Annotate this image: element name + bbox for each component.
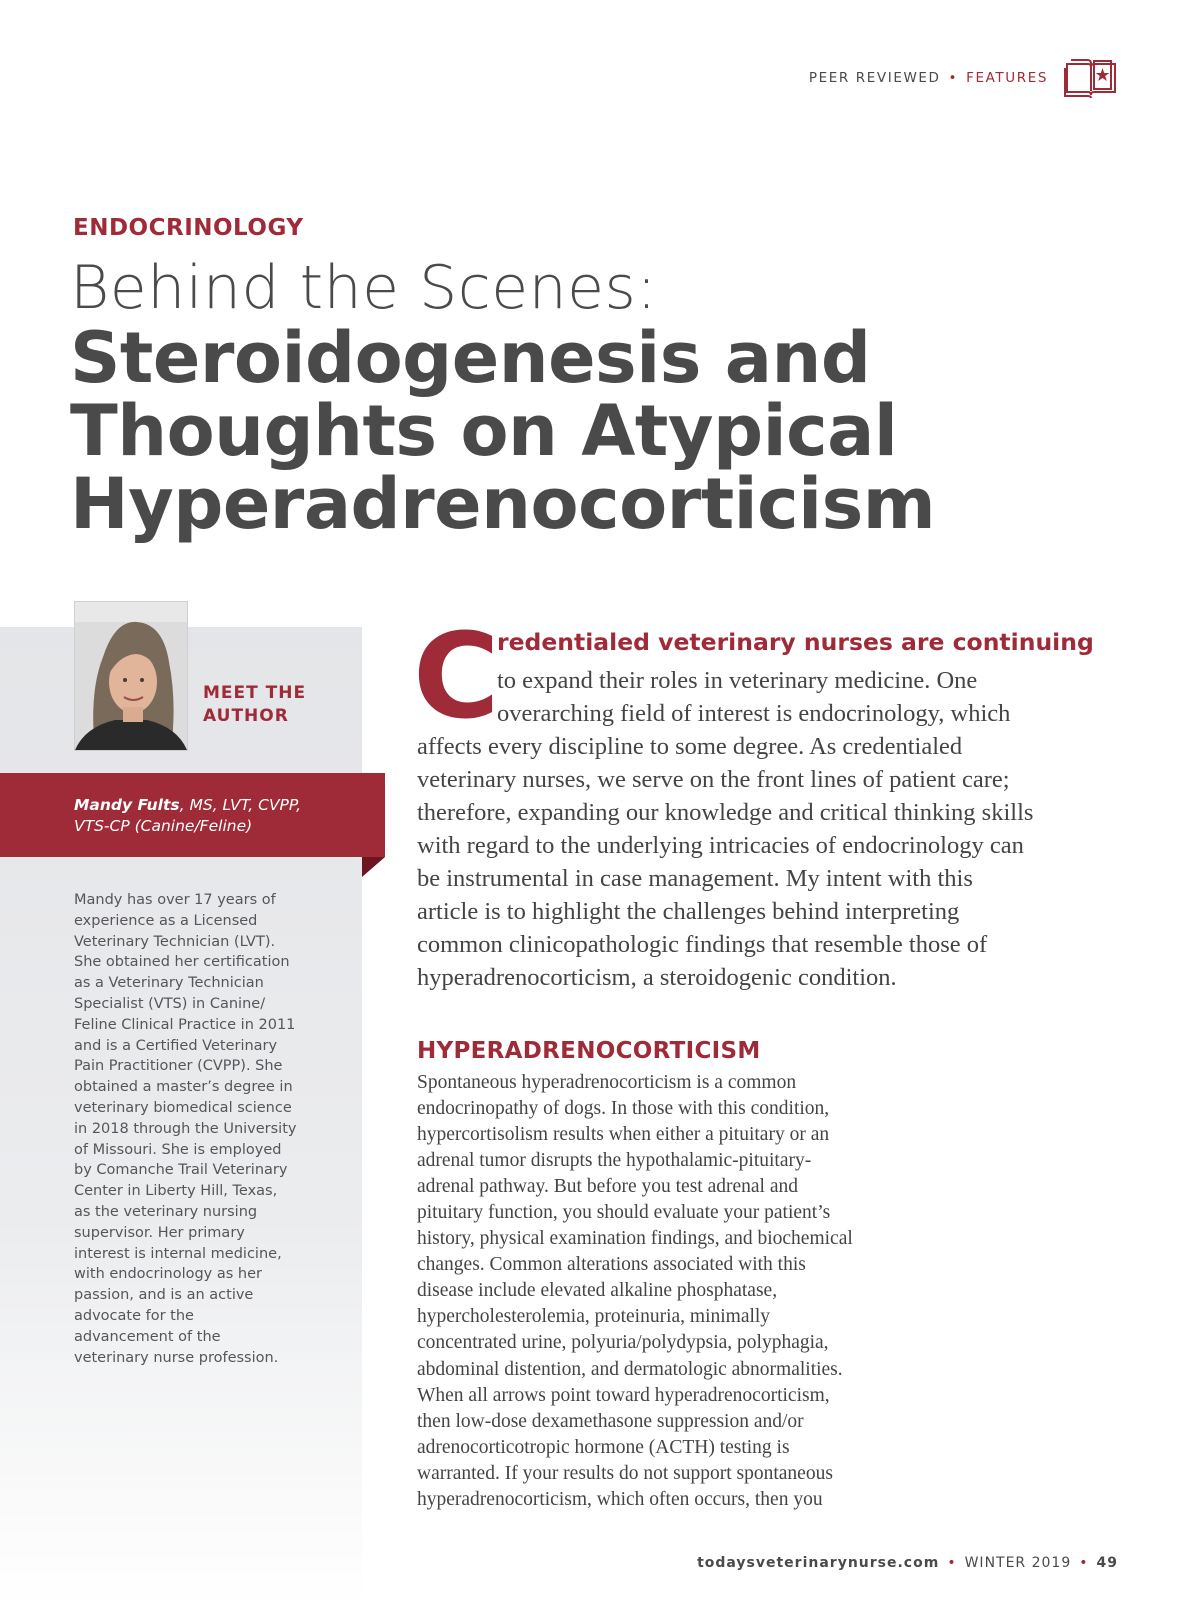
title-line: Steroidogenesis and xyxy=(70,317,871,399)
intro-line: with regard to the underlying intricacies of endocrinology can xyxy=(417,832,1024,859)
body-line: hypercholesterolemia, proteinuria, minimally xyxy=(417,1306,771,1328)
header-separator: • xyxy=(948,70,959,86)
bio-line: veterinary nurse profession. xyxy=(74,1349,279,1366)
bio-line: by Comanche Trail Veterinary xyxy=(74,1162,288,1179)
body-line: warranted. If your results do not support spontaneous xyxy=(417,1462,833,1484)
bio-line: Veterinary Technician (LVT). xyxy=(74,933,276,950)
running-header xyxy=(809,58,1118,98)
meet-label-line: MEET THE xyxy=(203,683,307,703)
footer-separator: • xyxy=(1079,1555,1089,1571)
bio-line: as the veterinary nursing xyxy=(74,1203,258,1220)
body-line: hyperadrenocorticism, which often occurs, then you xyxy=(417,1488,823,1510)
intro-line: veterinary nurses, we serve on the front lines of patient care; xyxy=(417,766,1010,793)
bio-line: Mandy has over 17 years of xyxy=(74,892,276,908)
intro-paragraph xyxy=(417,664,1033,994)
body-line: history, physical examination findings, and biochemical xyxy=(417,1228,853,1250)
body-line: pituitary function, you should evaluate your patient’s xyxy=(417,1202,831,1224)
body-line: Spontaneous hyperadrenocorticism is a common xyxy=(417,1072,797,1093)
bio-line: obtained a master’s degree in xyxy=(74,1079,293,1096)
page-footer xyxy=(697,1555,1118,1571)
header-section: PEER REVIEWED xyxy=(808,70,941,86)
bio-line: She obtained her certification xyxy=(74,954,290,971)
footer-issue: WINTER 2019 xyxy=(964,1555,1072,1571)
body-line: then low-dose dexamethasone suppression and/or xyxy=(417,1410,804,1432)
author-portrait-image xyxy=(75,602,187,750)
intro-line: to expand their roles in veterinary medicine. One xyxy=(497,667,978,694)
section-heading: HYPERADRENOCORTICISM xyxy=(417,1038,761,1064)
body-line: concentrated urine, polyuria/polydypsia, polyphagia, xyxy=(417,1332,829,1354)
author-name: Mandy Fults xyxy=(74,796,180,814)
body-line: changes. Common alterations associated with this xyxy=(417,1254,806,1276)
intro-line: therefore, expanding our knowledge and critical thinking skills xyxy=(417,799,1034,826)
bio-line: Center in Liberty Hill, Texas, xyxy=(74,1183,278,1200)
title-line: Hyperadrenocorticism xyxy=(70,463,936,545)
article-title-light: Behind the Scenes: xyxy=(70,253,658,323)
body-line: hypercortisolism results when either a pituitary or an xyxy=(417,1124,830,1146)
bio-line: supervisor. Her primary xyxy=(74,1224,245,1241)
drop-cap: C xyxy=(413,607,500,745)
body-line: When all arrows point toward hyperadrenocorticism, xyxy=(417,1384,830,1406)
bio-line: advancement of the xyxy=(74,1328,221,1345)
author-bio xyxy=(74,890,324,1368)
book-star-icon xyxy=(1064,58,1118,98)
bio-line: in 2018 through the University xyxy=(74,1120,297,1137)
bio-line: of Missouri. She is employed xyxy=(74,1141,282,1158)
author-photo xyxy=(74,601,188,751)
bio-line: experience as a Licensed xyxy=(74,912,258,929)
footer-website: todaysveterinarynurse.com xyxy=(697,1555,940,1571)
meet-the-author-label xyxy=(203,682,306,728)
intro-line: hyperadrenocorticism, a steroidogenic condition. xyxy=(417,964,897,991)
intro-line: article is to highlight the challenges behind interpreting xyxy=(417,898,960,925)
page-number: 49 xyxy=(1096,1555,1118,1571)
author-credentials: , MS, LVT, CVPP, xyxy=(179,796,302,814)
lead-first-line: redentialed veterinary nurses are continuing xyxy=(497,628,1094,656)
body-line: adrenal pathway. But before you test adrenal and xyxy=(417,1176,799,1198)
bio-line: Pain Practitioner (CVPP). She xyxy=(74,1058,283,1075)
intro-line: common clinicopathologic findings that resemble those of xyxy=(417,931,988,958)
bio-line: advocate for the xyxy=(74,1307,194,1324)
body-line: adrenocorticotropic hormone (ACTH) testing is xyxy=(417,1436,790,1458)
body-line: abdominal distention, and dermatologic abnormalities. xyxy=(417,1358,843,1380)
header-feature: FEATURES xyxy=(966,70,1048,86)
bio-line: Specialist (VTS) in Canine/ xyxy=(74,995,266,1012)
section-body xyxy=(417,1070,853,1513)
intro-line: affects every discipline to some degree. As credentialed xyxy=(417,733,963,760)
bio-line: interest is internal medicine, xyxy=(74,1245,282,1262)
bio-line: with endocrinology as her xyxy=(74,1266,262,1283)
footer-separator: • xyxy=(947,1555,957,1571)
banner-fold xyxy=(362,857,385,877)
bio-line: as a Veterinary Technician xyxy=(74,975,264,992)
meet-label-line: AUTHOR xyxy=(203,706,289,726)
bio-line: veterinary biomedical science xyxy=(74,1099,292,1116)
body-line: disease include elevated alkaline phosphatase, xyxy=(417,1280,778,1302)
article-title-bold xyxy=(70,317,1050,545)
intro-line: overarching field of interest is endocrinology, which xyxy=(497,700,1011,727)
body-line: adrenal tumor disrupts the hypothalamic-pituitary- xyxy=(417,1150,812,1172)
article-category: ENDOCRINOLOGY xyxy=(73,215,304,241)
bio-line: and is a Certified Veterinary xyxy=(74,1037,278,1054)
bio-line: passion, and is an active xyxy=(74,1287,254,1304)
bio-line: Feline Clinical Practice in 2011 xyxy=(74,1016,296,1033)
author-credentials-cont: VTS-CP (Canine/Feline) xyxy=(74,817,253,835)
body-line: endocrinopathy of dogs. In those with this condition, xyxy=(417,1098,830,1120)
title-line: Thoughts on Atypical xyxy=(70,390,898,472)
author-name-block xyxy=(74,795,364,837)
intro-line: be instrumental in case management. My intent with this xyxy=(417,865,973,892)
header-labels xyxy=(809,70,1048,86)
